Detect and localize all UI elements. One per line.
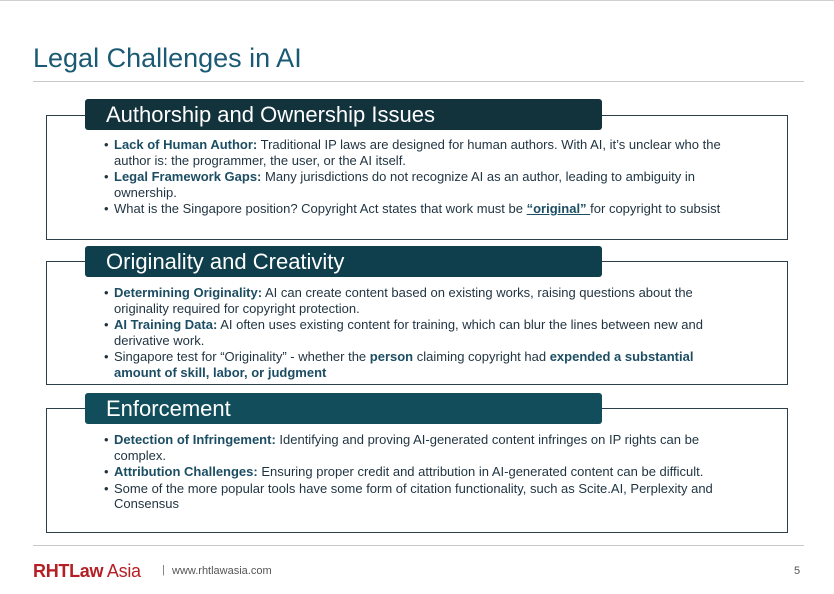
bullet-lead: Legal Framework Gaps: <box>114 169 262 184</box>
footer-url-link[interactable]: www.rhtlawasia.com <box>172 565 272 577</box>
list-item <box>104 464 744 480</box>
page-number: 5 <box>794 565 801 577</box>
bullet-lead: Determining Originality: <box>114 285 263 300</box>
bullet-text: AI can create content based on existing works, raising questions about the originality required for copyright protection. <box>114 285 693 316</box>
list-item <box>104 201 744 217</box>
bullet-emphasis: expended a substantial amount of skill, labor, or judgment <box>114 349 694 380</box>
bullet-lead: Detection of Infringement: <box>114 432 276 447</box>
list-item <box>104 169 744 200</box>
list-item <box>104 137 744 168</box>
bullet-glyph: • <box>104 349 109 364</box>
bullet-emphasis: person <box>369 349 414 364</box>
bullet-lead: Lack of Human Author: <box>114 137 258 152</box>
bullet-glyph: • <box>104 480 109 496</box>
section-header-enforcement: Enforcement <box>85 393 602 424</box>
bullet-text: Many jurisdictions do not recognize AI as an author, leading to ambiguity in ownership. <box>114 169 695 200</box>
bullet-text: Traditional IP laws are designed for human authors. With AI, it’s unclear who the author is: the programmer, the user, or the AI itself. <box>114 137 721 168</box>
list-item <box>104 317 744 348</box>
bullet-glyph: • <box>104 137 109 152</box>
bullet-list-originality <box>104 285 744 380</box>
bullet-list-authorship <box>104 137 744 217</box>
logo-main: RHTLaw <box>33 561 104 581</box>
logo-suffix: Asia <box>103 561 141 581</box>
bullet-glyph: • <box>104 285 109 300</box>
bullet-text: Ensuring proper credit and attribution in AI-generated content can be difficult. <box>257 464 704 479</box>
list-item <box>104 349 744 380</box>
list-item <box>104 285 744 316</box>
bullet-text: Some of the more popular tools have some form of citation functionality, such as Scite.AI, Perplexity and Consensus <box>114 480 713 511</box>
top-border <box>0 0 834 1</box>
bullet-text: AI often uses existing content for training, which can blur the lines between new and derivative work. <box>114 317 703 348</box>
original-link[interactable]: “original” <box>526 201 591 216</box>
bullet-list-enforcement <box>104 432 744 512</box>
list-item <box>104 432 744 463</box>
rhtlaw-logo <box>33 561 141 582</box>
section-header-originality: Originality and Creativity <box>85 246 602 277</box>
bullet-glyph: • <box>104 464 109 479</box>
bullet-text: What is the Singapore position? Copyright Act states that work must be <box>114 201 527 216</box>
title-divider <box>33 81 804 82</box>
list-item <box>104 481 744 512</box>
bullet-glyph: • <box>104 432 109 447</box>
bullet-glyph: • <box>104 317 109 332</box>
footer-separator: | <box>162 564 165 576</box>
section-header-authorship: Authorship and Ownership Issues <box>85 99 602 130</box>
page-title: Legal Challenges in AI <box>33 43 302 73</box>
bullet-glyph: • <box>104 201 109 216</box>
bullet-text: Singapore test for “Originality” - whether the <box>114 349 370 364</box>
bullet-lead: Attribution Challenges: <box>114 464 258 479</box>
bullet-text: for copyright to subsist <box>590 201 721 216</box>
bullet-glyph: • <box>104 169 109 184</box>
footer-divider <box>33 545 804 546</box>
bullet-text: Identifying and proving AI-generated content infringes on IP rights can be complex. <box>114 432 700 463</box>
bullet-text: claiming copyright had <box>413 349 550 364</box>
bullet-lead: AI Training Data: <box>114 317 218 332</box>
